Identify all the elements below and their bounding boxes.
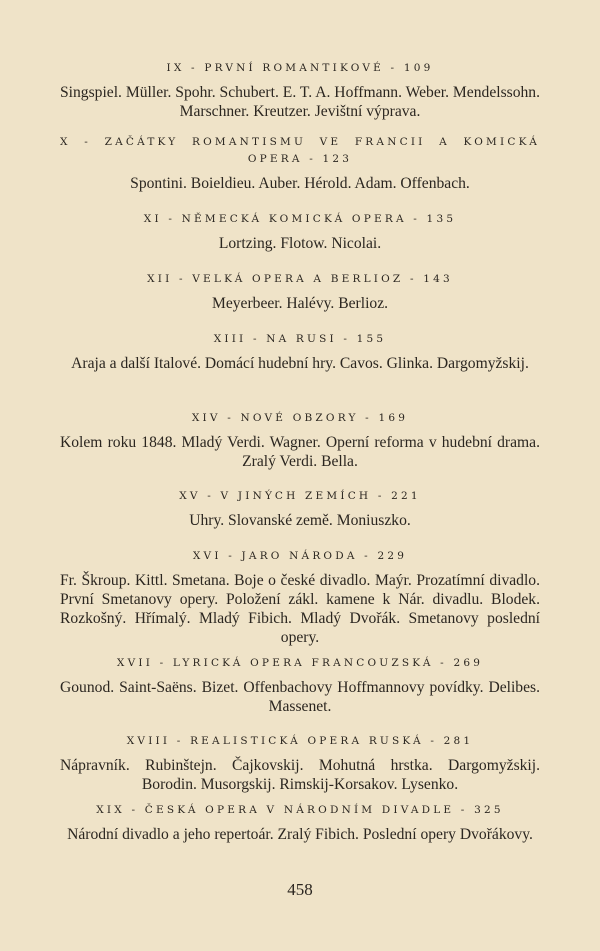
- chapter-contents: Nápravník. Rubinštejn. Čajkovskij. Mohutná hrstka. Dargomyžskij. Borodin. Musorgskij. Rimskij-Korsakov. Lysenko.: [60, 757, 540, 793]
- chapter-heading: XIII - NA RUSI - 155: [213, 333, 387, 345]
- chapter-heading: XV - V JINÝCH ZEMÍCH - 221: [179, 490, 421, 502]
- chapter-contents: Kolem roku 1848. Mladý Verdi. Wagner. Operní reforma v hudební drama. Zralý Verdi. Bella.: [60, 434, 540, 470]
- toc-entry-ix: [60, 60, 540, 121]
- toc-entry-xv: [60, 488, 540, 530]
- chapter-heading: XVIII - REALISTICKÁ OPERA RUSKÁ - 281: [126, 735, 474, 747]
- chapter-contents: Uhry. Slovanské země. Moniuszko.: [189, 512, 411, 529]
- chapter-contents: Národní divadlo a jeho repertoár. Zralý Fibich. Poslední opery Dvořákovy.: [67, 826, 533, 843]
- chapter-contents: Meyerbeer. Halévy. Berlioz.: [211, 295, 389, 312]
- chapter-contents: Araja a další Italové. Domácí hudební hry. Cavos. Glinka. Dargomyžskij.: [71, 355, 529, 372]
- toc-entry-xiv: [60, 410, 540, 471]
- toc-entry-x: [60, 134, 540, 193]
- chapter-contents: Spontini. Boieldieu. Auber. Hérold. Adam. Offenbach.: [130, 175, 470, 192]
- chapter-heading: IX - PRVNÍ ROMANTIKOVÉ - 109: [166, 62, 434, 74]
- toc-entry-xix: [60, 802, 540, 844]
- chapter-contents: Singspiel. Müller. Spohr. Schubert. E. T. A. Hoffmann. Weber. Mendelssohn. Marschner. Kreutzer. Jevištní výprava.: [60, 84, 540, 120]
- chapter-heading: XII - VELKÁ OPERA A BERLIOZ - 143: [147, 273, 453, 285]
- toc-entry-xiii: [60, 331, 540, 373]
- page-number: 458: [287, 880, 313, 899]
- toc-entry-xvi: [60, 548, 540, 647]
- chapter-heading: XIX - ČESKÁ OPERA V NÁRODNÍM DIVADLE - 325: [96, 804, 504, 816]
- chapter-contents: Lortzing. Flotow. Nicolai.: [218, 235, 382, 252]
- chapter-heading: X - ZAČÁTKY ROMANTISMU VE FRANCII A KOMICKÁ OPERA - 123: [60, 136, 540, 165]
- toc-entry-xi: [60, 211, 540, 253]
- toc-entry-xvii: [60, 655, 540, 716]
- chapter-heading: XIV - NOVÉ OBZORY - 169: [191, 412, 409, 424]
- toc-entry-xii: [60, 271, 540, 313]
- chapter-contents: Fr. Škroup. Kittl. Smetana. Boje o české divadlo. Maýr. Prozatímní divadlo. První Smetanovy opery. Položení zákl. kamene k Nár. divadlu. Blodek. Rozkošný. Hřímalý. Mladý Fibich. Mladý Dvořák. Smetanovy poslední opery.: [60, 572, 540, 646]
- chapter-heading: XI - NĚMECKÁ KOMICKÁ OPERA - 135: [143, 213, 457, 225]
- toc-entry-xviii: [60, 733, 540, 794]
- chapter-contents: Gounod. Saint-Saëns. Bizet. Offenbachovy Hoffmannovy povídky. Delibes. Massenet.: [60, 679, 540, 715]
- chapter-heading: XVI - JARO NÁRODA - 229: [192, 550, 408, 562]
- chapter-heading: XVII - LYRICKÁ OPERA FRANCOUZSKÁ - 269: [116, 657, 484, 669]
